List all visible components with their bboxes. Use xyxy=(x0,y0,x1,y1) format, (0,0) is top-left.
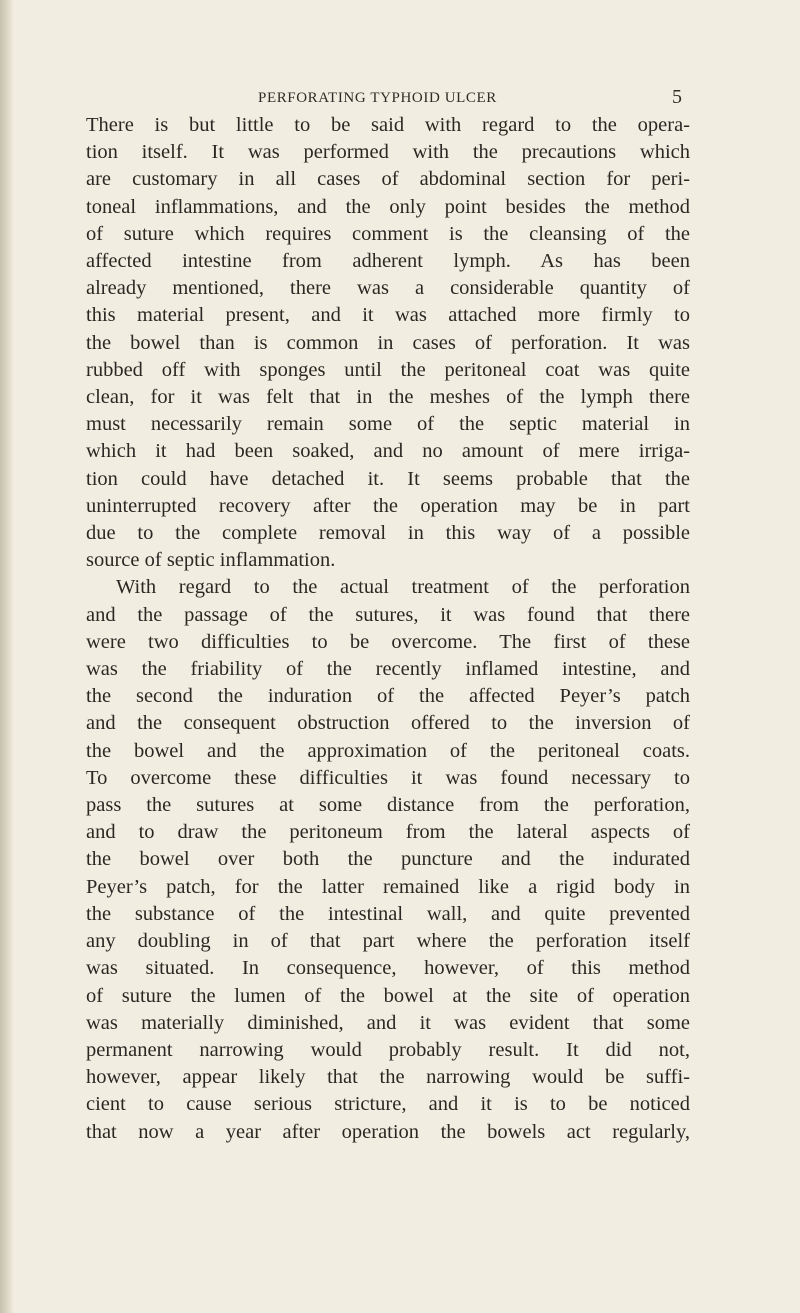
text-line: which it had been soaked, and no amount of mere irriga- xyxy=(86,440,690,463)
text-line: the second the induration of the affected Peyer’s patch xyxy=(86,685,690,708)
text-line: was materially diminished, and it was evident that some xyxy=(86,1011,690,1034)
text-line: toneal inflammations, and the only point besides the method xyxy=(86,195,690,218)
text-line: was the friability of the recently inflamed intestine, and xyxy=(86,658,690,681)
text-line: of suture the lumen of the bowel at the site of operation xyxy=(86,984,690,1007)
text-line: must necessarily remain some of the septic material in xyxy=(86,413,690,436)
text-line: are customary in all cases of abdominal section for peri- xyxy=(86,168,690,191)
text-line: clean, for it was felt that in the meshes of the lymph there xyxy=(86,386,690,409)
text-line: With regard to the actual treatment of the perforation xyxy=(116,576,690,599)
text-line: and the consequent obstruction offered to the inversion of xyxy=(86,712,690,735)
text-line: this material present, and it was attached more firmly to xyxy=(86,304,690,327)
text-line: already mentioned, there was a considerable quantity of xyxy=(86,277,690,300)
body-text xyxy=(86,112,690,1146)
running-head: PERFORATING TYPHOID ULCER xyxy=(258,90,497,106)
text-line: was situated. In consequence, however, of this method xyxy=(86,957,690,980)
text-line: any doubling in of that part where the perforation itself xyxy=(86,930,690,953)
text-line: the bowel over both the puncture and the indurated xyxy=(86,848,690,871)
text-line: pass the sutures at some distance from the perforation, xyxy=(86,794,690,817)
text-line: To overcome these difficulties it was found necessary to xyxy=(86,766,690,789)
text-line: permanent narrowing would probably result. It did not, xyxy=(86,1038,690,1061)
text-line: were two difficulties to be overcome. The first of these xyxy=(86,630,690,653)
text-line: tion itself. It was performed with the precautions which xyxy=(86,141,690,164)
text-line: of suture which requires comment is the cleansing of the xyxy=(86,222,690,245)
text-line: Peyer’s patch, for the latter remained like a rigid body in xyxy=(86,875,690,898)
text-line: and to draw the peritoneum from the lateral aspects of xyxy=(86,821,690,844)
text-line: cient to cause serious stricture, and it is to be noticed xyxy=(86,1093,690,1116)
page-number: 5 xyxy=(672,86,682,108)
text-line: the bowel than is common in cases of perforation. It was xyxy=(86,331,690,354)
text-line: the bowel and the approximation of the peritoneal coats. xyxy=(86,739,690,762)
text-line: tion could have detached it. It seems probable that the xyxy=(86,467,690,490)
text-line: affected intestine from adherent lymph. As has been xyxy=(86,250,690,273)
text-line: due to the complete removal in this way of a possible xyxy=(86,522,690,545)
text-line: source of septic inflammation. xyxy=(86,549,336,572)
text-line: rubbed off with sponges until the peritoneal coat was quite xyxy=(86,358,690,381)
text-line: however, appear likely that the narrowing would be suffi- xyxy=(86,1066,690,1089)
text-line: There is but little to be said with regard to the opera- xyxy=(86,114,690,136)
paragraph-1 xyxy=(86,112,690,574)
text-line: and the passage of the sutures, it was found that there xyxy=(86,603,690,626)
text-line: uninterrupted recovery after the operation may be in part xyxy=(86,494,690,517)
page-gutter-shadow xyxy=(0,0,14,1313)
paragraph-2 xyxy=(86,574,690,1145)
text-line: that now a year after operation the bowels act regularly, xyxy=(86,1120,690,1143)
text-line: the substance of the intestinal wall, and quite prevented xyxy=(86,902,690,925)
